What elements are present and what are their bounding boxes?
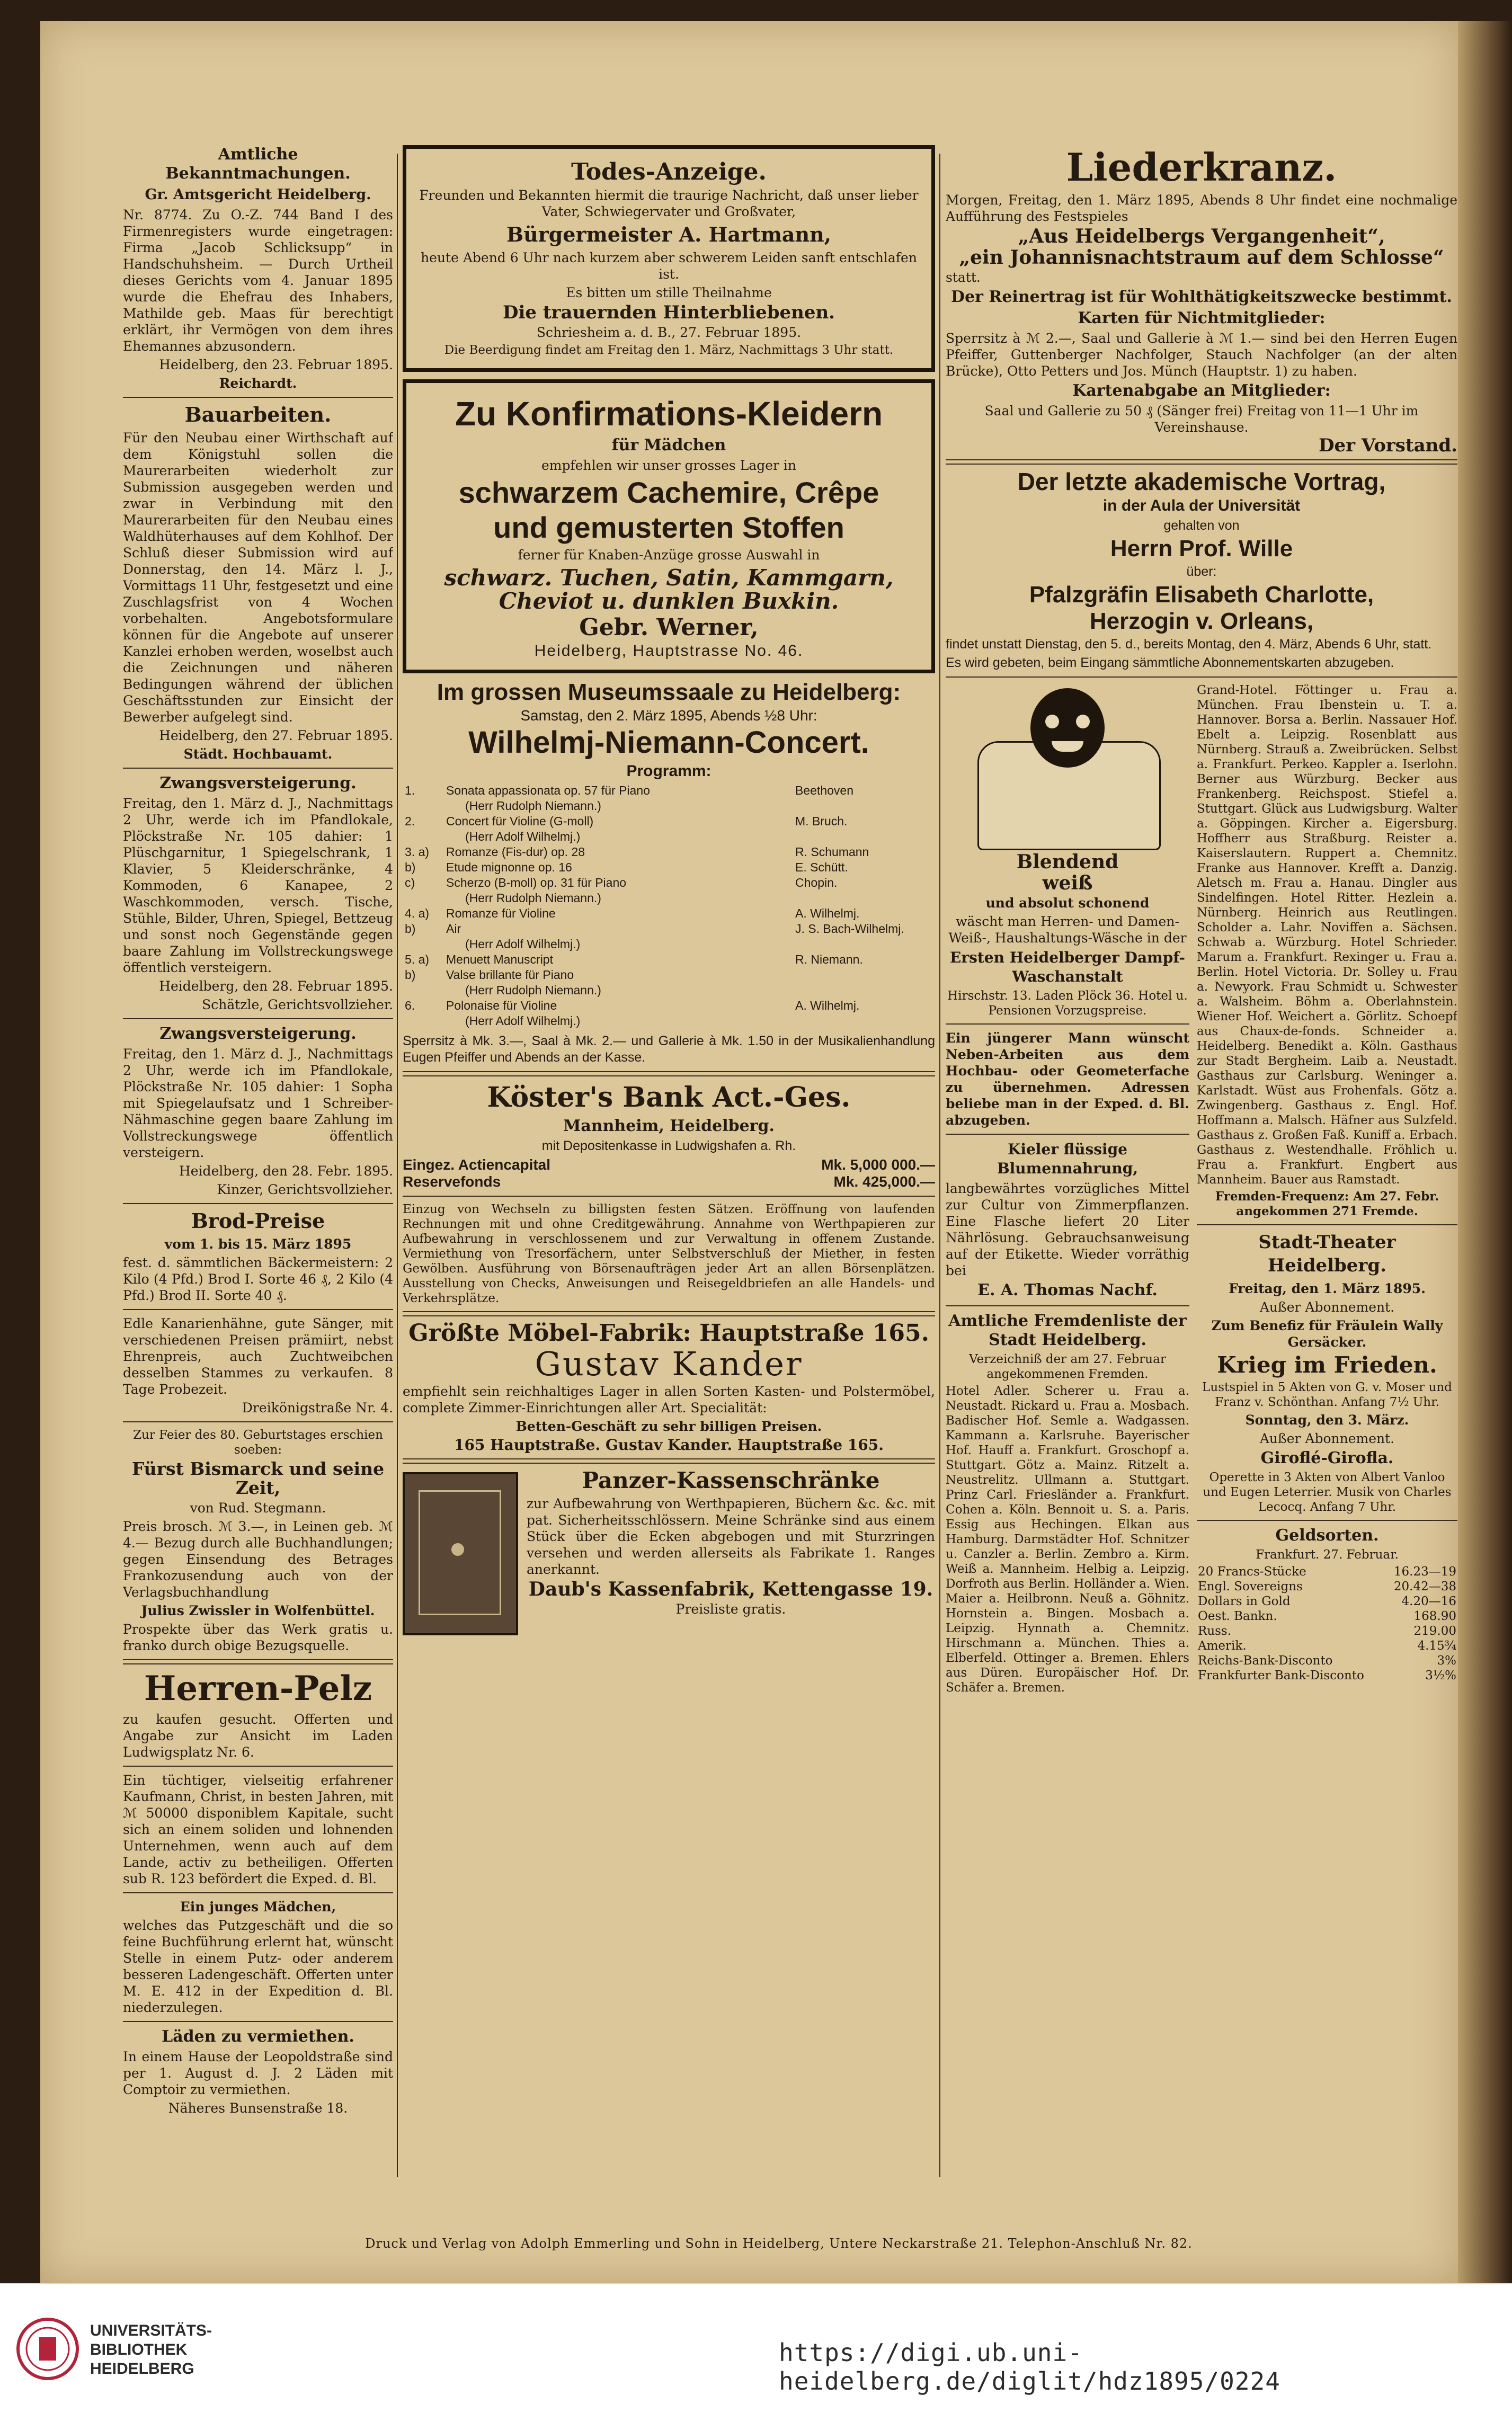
geld-value: 3½% [1425,1669,1456,1682]
program-comp: A. Wilhelmj. [795,906,860,920]
program-comp: M. Bruch. [795,814,848,828]
konf-fabric: schwarz. Tuchen, Satin, Kammgarn, Cheviot u. dunklen Buxkin. [444,565,894,614]
divider [946,1134,1189,1135]
fremden-left: Hotel Adler. Scherer u. Frau a. Neustadt. Rickard u. Frau a. Mosbach. Badischer Hof. Semle a. Wadgassen. Kammann a. Karlsruhe. Bayerischer Hof. Hauff a. Frankfurt. Groschopf a. Stuttgart. Götz a. Mainz. Ritzelt a. Neustrelitz. Ullmann a. Stuttgart. Prinz Carl. Friesländer a. Frankfurt. Cohen a. Köln. Bennoit u. S. a. Paris. Essig aus Hechingen. Elkan aus Hamburg. Darmstädter Hof. Schnitzer u. Canzler a. Berlin. Zembro a. Kirm. Weiß a. Mannheim. Helbig a. Leipzig. Dorfroth aus Berlin. Holländer a. Wien. Maier a. Heilbronn. Neuß a. Göhnitz. Hornstein a. Bingen. Mosbach a. Leipzig. Hynnath a. Chemnitz. Hirschmann a. München. Thies a. Elberfeld. Ottinger a. Bremen. Ehlers aus Düren. Europäischer Hof. Dr. Schäfer a. Bremen. [946,1384,1189,1695]
zw2-sig-date: Heidelberg, den 28. Febr. 1895. [179,1163,393,1179]
safe-icon [403,1472,518,1635]
imprint: Druck und Verlag von Adolph Emmerling und Sohn in Heidelberg, Untere Neckarstraße 21. Telephon-Anschluß Nr. 82. [365,2236,1193,2251]
geld-name: Amerik. [1198,1639,1247,1653]
program-no: 3. a) [405,845,430,859]
lower-right-area [946,683,1457,1697]
panzer-price: Preisliste gratis. [675,1601,786,1617]
program-piece: Romanze für Violine [446,906,556,920]
vortrag-place: in der Aula der Universität [1102,497,1301,514]
program-piece: Scherzo (B-moll) op. 31 für Piano [446,876,627,889]
wasch-addr: Hirschstr. 13. Laden Plöck 36. Hotel u. Pensionen Vorzugspreise. [947,989,1188,1018]
bau-sig-name: Städt. Hochbauamt. [183,746,333,762]
program-no [403,1013,444,1029]
bismarck-body: Preis brosch. ℳ 3.—, in Leinen geb. ℳ 4.— Bezug durch alle Buchhandlungen; gegen Einsendung des Betrages Frankozusendung auch von der Verlagsbuchhandlung [123,1519,393,1600]
theater-benefit: Zum Benefiz für Fräulein Wally Gersäcker. [1211,1318,1443,1350]
divider [123,1892,393,1893]
geld-name: Russ. [1198,1624,1232,1638]
geld-name: Reichs-Bank-Disconto [1198,1654,1333,1668]
moebel-body: empfiehlt sein reichhaltiges Lager in allen Sorten Kasten- und Polstermöbel, complete Zimmer-Einrichtungen aller Art. Specialität: [403,1384,935,1415]
kanarien-body: Edle Kanarienhähne, gute Sänger, mit verschiedenen Preisen prämiirt, nebst Ehrenpreis, auch Zuchtweibchen desselben Stammes zu verkaufen. 8 Tage Probezeit. [123,1316,393,1397]
divider [123,1018,393,1019]
liederkranz-play2: „ein Johannisnachtstraum auf dem Schlosse“ [959,246,1444,269]
kaufmann-body: Ein tüchtiger, vielseitig erfahrener Kaufmann, Christ, in besten Jahren, mit ℳ 50000 disponiblem Kapitale, sucht sich an einem soliden und lohnenden Unternehmen, wenn auch auf dem Lande, activ zu betheiligen. Offerten sub R. 123 befördert die Exped. d. Bl. [123,1773,393,1886]
program-piece: Romanze (Fis-dur) op. 28 [446,845,585,859]
bank-capital-value: Mk. 5,000 000.— [821,1156,935,1173]
geld-name: Dollars in Gold [1198,1595,1291,1608]
geld-row [1197,1594,1457,1609]
geld-name: Frankfurter Bank-Disconto [1198,1669,1364,1682]
divider [946,1305,1189,1306]
program-piece: (Herr Rudolph Niemann.) [465,983,601,997]
program-no: b) [405,968,416,982]
institution-name [90,2321,212,2379]
program-piece: (Herr Rudolph Niemann.) [465,891,601,905]
laundry-figure-icon [972,688,1163,847]
geld-value: 4.20—16 [1401,1595,1456,1608]
program-no [403,891,444,906]
zw1-title: Zwangsversteigerung. [159,774,357,793]
blumen-body: langbewährtes vorzügliches Mittel zur Cultur von Zimmerpflanzen. Eine Flasche liefert 20 Liter Nährlösung. Gebrauchsanweisung auf der Etikette. Wieder vorräthig bei [946,1181,1189,1278]
amtl-sig-name: Reichardt. [219,376,297,391]
todes-mourners: Die trauernden Hinterbliebenen. [502,302,835,323]
vortrag-by: gehalten von [1163,518,1240,533]
bank-body: Einzug von Wechseln zu billigsten festen Sätzen. Eröffnung von laufenden Rechnungen mit und ohne Creditgewährung. Annahme von Werthpapieren zur Aufbewahrung in verschlossenem und zur Verwaltung in offenem Zustande. Vermiethung von Tresorfächern, unter Selbstverschluß der Miether, in festen Gewölben. Ausführung von Börsenaufträgen jeder Art an allen Börsenplätzen. Ausstellung von Checks, Anweisungen und Reisegeldbriefen an alle Handels- und Verkehrsplätze. [403,1203,935,1305]
fremden-sub: Verzeichniß der am 27. Februar angekommenen Fremden. [969,1352,1166,1381]
column-rule-2 [939,154,940,2177]
wasch-firm: Ersten Heidelberger Dampf-Waschanstalt [950,949,1185,985]
fremden-count: Fremden-Frequenz: Am 27. Febr. angekommen 271 Fremde. [1215,1189,1439,1218]
program-piece: Polonaise für Violine [446,999,557,1012]
program-comp [793,983,935,998]
program-piece: Concert für Violine (G-moll) [446,814,594,828]
blumen-firm: E. A. Thomas Nachf. [977,1281,1158,1299]
program-row [403,891,935,906]
university-seal-icon[interactable] [16,2317,79,2381]
bau-body: Für den Neubau einer Wirthschaft auf dem Königstuhl sollen die Maurerarbeiten wiederholt zur Submission ausgegeben werden und zwar in Verbindung mit den Maurerarbeiten für den Neubau eines Waldhüterhauses auf dem Kohlhof. Der Schluß dieser Submission wird auf Donnerstag, den 14. März l. J., Vormittags 11 Uhr, festgesetzt und eine Zuschlagsfrist von 4 Wochen vorbehalten. Angebotsformulare können für die Angebote auf unserer Kanzlei erhoben werden, woselbst auch die Zeichnungen und näheren Bedingungen während der üblichen Geschäftsstunden zur Einsicht der Bewerber aufgelegt sind. [123,430,393,725]
divider [123,2021,393,2022]
divider [1197,1224,1457,1225]
liederkranz-play1: „Aus Heidelbergs Vergangenheit“, [1018,225,1385,247]
laundry-face-shape [1030,688,1105,768]
bau-title: Bauarbeiten. [184,403,332,426]
program-row [403,783,935,798]
page-edge [1458,21,1512,2283]
liederkranz-statt: statt. [946,270,981,285]
program-piece: (Herr Adolf Wilhelmj.) [465,937,581,951]
konf-intro: empfehlen wir unser grosses Lager in [541,458,797,473]
amtl-sig-date: Heidelberg, den 23. Februar 1895. [159,357,393,372]
liederkranz-nonmem-body: Sperrsitz à ℳ 2.—, Saal und Gallerie à ℳ 1.— sind bei den Herren Eugen Pfeiffer, Guttenberger Nachfolger, Stauch Nachfolger (an der alten Brücke), Otto Petters und Jos. Münch (Hauptstr. 1) zu haben. [946,331,1457,379]
konf-for: für Mädchen [611,436,726,455]
divider [946,676,1457,678]
program-piece: Air [446,922,461,936]
konf-boys: ferner für Knaben-Anzüge grosse Auswahl in [518,547,820,563]
laden-body: In einem Hause der Leopoldstraße sind per 1. August d. J. 2 Läden mit Comptoir zu vermiethen. [123,2049,393,2097]
program-row [403,983,935,998]
program-piece: (Herr Adolf Wilhelmj.) [465,1014,581,1028]
program-piece: Valse brillante für Piano [446,968,574,982]
theater-date: Freitag, den 1. März 1895. [1229,1281,1426,1296]
geld-row [1197,1609,1457,1624]
divider [946,459,1457,465]
concert-venue: Im grossen Museumssaale zu Heidelberg: [437,679,901,705]
geld-row [1197,1639,1457,1653]
todes-place: Schriesheim a. d. B., 27. Februar 1895. [536,325,802,340]
vortrag-date: findet unstatt Dienstag, den 5. d., bereits Montag, den 4. März, Abends 6 Uhr, statt. [946,637,1432,652]
theater-abo: Außer Abonnement. [1259,1299,1395,1315]
concert-program-label: Programm: [626,762,711,780]
theater-abo2: Außer Abonnement. [1259,1431,1395,1446]
divider [123,1421,393,1422]
geld-value: 16.23—19 [1393,1565,1456,1579]
todes-anzeige [403,145,935,372]
program-row [403,844,935,860]
konf-title: Zu Konfirmations-Kleidern [455,395,883,433]
divider [1197,1520,1457,1521]
kanarien-addr: Dreikönigstraße Nr. 4. [242,1400,393,1415]
program-row [403,1013,935,1029]
moebel-title: Größte Möbel-Fabrik: Hauptstraße 165. [408,1320,929,1347]
program-row [403,906,935,921]
concert-tickets: Sperrsitz à Mk. 3.—, Saal à Mk. 2.— und Gallerie à Mk. 1.50 in der Musikalienhandlung Eugen Pfeiffer und Abends an der Kasse. [403,1034,935,1065]
geld-table [1197,1564,1457,1683]
geld-row [1197,1624,1457,1639]
liederkranz-title: Liederkranz. [1066,145,1337,190]
liederkranz-charity: Der Reinertrag ist für Wohlthätigkeitszwecke bestimmt. [951,288,1452,306]
todes-body2: heute Abend 6 Uhr nach kurzem aber schwerem Leiden sanft entschlafen ist. [421,250,917,282]
bismarck-publisher: Julius Zwissler in Wolfenbüttel. [141,1603,375,1618]
program-row [403,829,935,844]
program-row [403,814,935,829]
program-no [403,829,444,844]
liederkranz-body: Morgen, Freitag, den 1. März 1895, Abends 8 Uhr findet eine nochmalige Aufführung des Festspieles [946,192,1457,224]
todes-burial: Die Beerdigung findet am Freitag den 1. März, Nachmittags 3 Uhr statt. [444,343,894,357]
konfirmation-ad [403,379,935,673]
program-comp: A. Wilhelmj. [795,999,860,1012]
pelz-title: Herren-Pelz [144,1669,372,1708]
brod-sub: vom 1. bis 15. März 1895 [164,1236,352,1252]
program-comp: R. Schumann [795,845,869,859]
program-row [403,875,935,891]
program-no [403,937,444,952]
laden-title: Läden zu vermiethen. [162,2027,354,2046]
bank-reserve-row [403,1173,935,1190]
program-no: 1. [405,783,415,797]
geld-date: Frankfurt. 27. Februar. [1256,1548,1399,1562]
wasch-blend: Blendend [1016,851,1119,873]
fremden-title: Amtliche Fremdenliste der Stadt Heidelberg. [948,1312,1187,1349]
program-row [403,798,935,814]
liederkranz-mem-body: Saal und Gallerie zu 50 ₰ (Sänger frei) Freitag von 11—1 Uhr im Vereinshause. [984,403,1419,435]
liederkranz-mem: Kartenabgabe an Mitglieder: [1072,381,1331,400]
program-comp [793,1013,935,1029]
geld-row [1197,1653,1457,1668]
zw1-sig-name: Schätzle, Gerichtsvollzieher. [202,997,393,1012]
program-piece: Menuett Manuscript [446,952,553,966]
wasch-body: wäscht man Herren- und Damen-Weiß-, Haushaltungs-Wäsche in der [948,914,1187,946]
vortrag-about: über: [1186,564,1217,579]
concert-title: Wilhelmj-Niemann-Concert. [468,725,869,760]
zw2-body: Freitag, den 1. März d. J., Nachmittags 2 Uhr, werde ich im Pfandlokale, Plöckstraße Nr. 105 dahier: 1 Sopha mit Spiegelaufsatz und 1 Schreiber-Nähmaschine gegen baare Zahlung im Vollstreckungswege öffentlich versteigern. [123,1046,393,1160]
maedchen-title: Ein junges Mädchen, [180,1899,336,1915]
program-comp [793,891,935,906]
program-comp: E. Schütt. [795,860,848,874]
brod-body: fest. d. sämmtlichen Bäckermeistern: 2 Kilo (4 Pfd.) Brod I. Sorte 46 ₰, 2 Kilo (4 Pfd.) Brod II. Sorte 40 ₰. [123,1255,393,1303]
theater-play2-body: Operette in 3 Akten von Albert Vanloo und Eugen Leterrier. Musik von Charles Lecocq. Anfang 7 Uhr. [1203,1471,1452,1514]
wasch-weiss: weiß [1042,872,1093,894]
divider [123,1203,393,1204]
brod-title: Brod-Preise [191,1209,325,1233]
todes-title: Todes-Anzeige. [571,158,767,185]
concert-date: Samstag, den 2. März 1895, Abends ½8 Uhr: [520,707,817,724]
column-left [123,143,393,2209]
theater-date2: Sonntag, den 3. März. [1245,1412,1409,1428]
zw1-body: Freitag, den 1. März d. J., Nachmittags 2 Uhr, werde ich im Pfandlokale, Plöckstraße Nr. 105 dahier: 1 Plüschgarnitur, 1 Spiegelschrank, 1 Klavier, 5 Kleiderschränke, 4 Kommoden, 6 Kanapee, 2 Waschkommoden, versch. Tische, Stühle, Bilder, Uhren, Spiegel, Bettzeug und sonst noch Gegenstände gegen baare Zahlung im Vollstreckungswege öffentlich versteigern. [123,796,393,975]
permalink-url[interactable]: https://digi.ub.uni-heidelberg.de/diglit/hdz1895/0224 [779,2338,1280,2396]
panzer-title: Panzer-Kassenschränke [582,1467,880,1493]
vortrag-topic1: Pfalzgräfin Elisabeth Charlotte, [1029,582,1374,608]
vortrag-title: Der letzte akademische Vortrag, [1017,468,1386,495]
moebel-name: Gustav Kander [535,1344,803,1383]
zw2-title: Zwangsversteigerung. [159,1025,357,1043]
fremden-right: Grand-Hotel. Föttinger u. Frau a. München. Frau Ibenstein u. T. a. Hannover. Borsa a. Berlin. Nassauer Hof. Ebelt a. Leipzig. Rosenblatt aus Nürnberg. Strauß a. Zweibrücken. Selbst a. Frankfurt. Perkeo. Kappler a. Iserlohn. Berner aus Würzburg. Becker aus Frankenberg. Reichspost. Stiefel a. Stuttgart. Glück aus Ludwigsburg. Walter a. Göppingen. Kircher a. Eigersburg. Hoffherr aus Straßburg. Reister a. Kaiserslautern. Ruppert a. Chemnitz. Franke aus Hannover. Krefft a. Danzig. Aletsch m. Frau a. Hanau. Dingler aus Sindelfingen. Hotel Ritter. Hezlein a. Nürnberg. Heinrich aus Reutlingen. Scholder a. Lahr. Noviffen a. Sächsen. Schwab a. Würzburg. Hotel Schrieder. Marum a. Frankfurt. Rexinger u. Frau a. Berlin. Hotel Victoria. Dr. Solley u. Frau a. Newyork. Frau Schmidt u. Schwester a. Walsheim. Böhm a. Oberlahnstein. Wiener Hof. Weichert a. Görlitz. Schoepf aus Chaux-de-fonds. Schneider a. Heidelberg. Benedikt a. Köln. Gasthaus zur Stadt Bergheim. Laib a. Neustadt. Gasthaus zur Carlsburg. Weninger a. Karlstadt. Wüst aus Frohenfals. Götz a. Zwingenberg. Gasthaus z. Engl. Hof. Hoffmann a. Malsch. Häfner aus Sulzfeld. Gasthaus z. Großen Faß. Kuniff a. Erbach. Gasthaus z. Westendhalle. Fröhlich u. Frau a. Frankfurt. Engbert aus Mannheim. Bauer aus Ramstadt. [1197,683,1457,1187]
program-piece: Sonata appassionata op. 57 für Piano [446,783,650,797]
amtl-body: Nr. 8774. Zu O.-Z. 744 Band I des Firmenregisters wurde eingetragen: Firma „Jacob Schlicksupp“ in Handschuhsheim. — Durch Urtheil dieses Gerichts vom 4. Januar 1895 wurde die Ehefrau des Inhabers, Mathilde geb. Maas für berechtigt erklärt, ihr Vermögen von dem ihres Ehemannes abzusondern. [123,207,393,354]
program-row [403,937,935,952]
pelz-body: zu kaufen gesucht. Offerten und Angabe zur Ansicht im Laden Ludwigsplatz Nr. 6. [123,1712,393,1760]
vortrag-note: Es wird gebeten, beim Eingang sämmtliche Abonnementskarten abzugeben. [946,655,1394,670]
todes-name: Bürgermeister A. Hartmann, [506,222,832,246]
vortrag-prof: Herrn Prof. Wille [1110,536,1293,562]
program-comp [793,967,935,983]
program-no [403,983,444,998]
todes-body: Freunden und Bekannten hiermit die traurige Nachricht, daß unser lieber Vater, Schwiegervater und Großvater, [419,188,919,219]
konf-line2: und gemusterten Stoffen [493,511,844,544]
program-no: 4. a) [405,906,430,920]
laden-addr: Näheres Bunsenstraße 18. [168,2100,348,2116]
divider [403,1311,935,1316]
column-right [946,143,1457,2209]
program-comp: J. S. Bach-Wilhelmj. [795,922,904,936]
bank-reserve-value: Mk. 425,000.— [833,1173,935,1190]
program-piece: (Herr Adolf Wilhelmj.) [465,830,581,843]
program-row [403,860,935,875]
geld-value: 20.42—38 [1393,1580,1456,1593]
institution-line3: HEIDELBERG [90,2360,194,2378]
geld-row [1197,1579,1457,1594]
geld-title: Geldsorten. [1275,1526,1379,1545]
konf-firm: Gebr. Werner, [579,614,759,641]
program-no: 6. [405,999,415,1012]
program-row [403,952,935,967]
theater-play2: Giroflé-Girofla. [1260,1449,1394,1467]
divider [946,1023,1189,1025]
program-no: 5. a) [405,952,430,966]
column-rule-1 [397,154,398,2177]
konf-line1: schwarzem Cachemire, Crêpe [458,476,879,509]
institution-line1: UNIVERSITÄTS- [90,2322,212,2339]
maedchen-body: welches das Putzgeschäft und die so feine Buchführung erlernt hat, wünscht Stelle in einem Putz- oder anderem besseren Ladengeschäft. Offerten unter M. E. 412 in der Expedition d. Bl. niederzulegen. [123,1918,393,2015]
panzer-firm: Daub's Kassenfabrik, Kettengasse 19. [528,1578,933,1600]
program-no: 2. [405,814,415,828]
liederkranz-nonmem: Karten für Nichtmitglieder: [1078,309,1326,327]
wasch-schon: und absolut schonend [985,895,1150,911]
theater-play: Krieg im Frieden. [1217,1352,1437,1378]
vortrag-topic2: Herzogin v. Orleans, [1089,608,1314,634]
program-no [403,798,444,814]
column-middle [403,143,935,2209]
program-piece: (Herr Rudolph Niemann.) [465,799,601,813]
panzer-body: zur Aufbewahrung von Werthpapieren, Büchern &c. &c. mit pat. Sicherheitsschlössern. Meine Schränke sind aus einem Stück über die Ecken abgebogen und mit Sturzringen versehen und werden allerseits als Fabrikate 1. Ranges anerkannt. [527,1496,935,1577]
divider [403,1196,935,1197]
zw1-sig-date: Heidelberg, den 28. Februar 1895. [159,978,393,994]
bismarck-title: Fürst Bismarck und seine Zeit, [131,1458,385,1498]
bismarck-tail: Prospekte über das Werk gratis u. franko durch obige Bezugsquelle. [123,1622,393,1653]
program-piece: Etude mignonne op. 16 [446,860,572,874]
program-no: b) [405,922,416,936]
divider [123,1659,393,1664]
blumen-title: Kieler flüssige Blumennahrung, [997,1141,1139,1177]
divider [123,1309,393,1310]
program-comp: Beethoven [795,783,853,797]
right-subcolumn-a [946,683,1189,1697]
bank-title: Köster's Bank Act.-Ges. [487,1081,851,1114]
program-no: b) [405,860,416,874]
bank-branch: mit Depositenkasse in Ludwigshafen a. Rh. [541,1138,796,1153]
konf-addr: Heidelberg, Hauptstrasse No. 46. [534,642,804,660]
program-row [403,921,935,937]
geld-name: 20 Francs-Stücke [1198,1565,1306,1579]
bismarck-intro: Zur Feier des 80. Geburtstages erschien soeben: [133,1428,383,1457]
amtl-court: Gr. Amtsgericht Heidelberg. [145,186,371,203]
divider [403,1458,935,1464]
geld-row [1197,1564,1457,1579]
zw2-sig-name: Kinzer, Gerichtsvollzieher. [217,1182,393,1197]
program-row [403,967,935,983]
concert-program [403,783,935,1029]
mann-body: Ein jüngerer Mann wünscht Neben-Arbeiten aus dem Hochbau- oder Geometerfache zu übernehmen. Adressen beliebe man in der Exped. d. Bl. abzugeben. [946,1030,1189,1128]
program-comp [793,798,935,814]
geld-row [1197,1668,1457,1683]
divider [123,1766,393,1767]
theater-title: Stadt-Theater Heidelberg. [1258,1232,1396,1276]
program-comp [793,937,935,952]
program-comp: R. Niemann. [795,952,863,966]
institution-line2: BIBLIOTHEK [90,2341,188,2358]
geld-value: 219.00 [1413,1624,1456,1638]
divider [123,397,393,398]
geld-name: Engl. Sovereigns [1198,1580,1303,1593]
bank-reserve-label: Reservefonds [403,1173,501,1190]
divider [403,1071,935,1076]
divider [123,768,393,769]
amtl-title: Amtliche Bekanntmachungen. [165,145,351,183]
liederkranz-sig: Der Vorstand. [1319,435,1457,456]
todes-body3: Es bitten um stille Theilnahme [566,285,772,300]
program-comp [793,829,935,844]
bank-capital-row [403,1156,935,1173]
geld-value: 3% [1437,1654,1456,1668]
bank-capital-label: Eingez. Actiencapital [403,1156,551,1173]
geld-value: 168.90 [1413,1609,1456,1623]
moebel-foot: 165 Hauptstraße. Gustav Kander. Hauptstraße 165. [454,1436,884,1454]
geld-name: Oest. Bankn. [1198,1609,1277,1623]
bismarck-author: von Rud. Stegmann. [190,1500,326,1516]
program-no: c) [405,876,415,889]
bank-city: Mannheim, Heidelberg. [563,1117,775,1135]
bau-sig-date: Heidelberg, den 27. Februar 1895. [159,728,393,743]
geld-value: 4.15¾ [1417,1639,1456,1653]
program-row [403,998,935,1013]
moebel-spec: Betten-Geschäft zu sehr billigen Preisen. [515,1419,822,1434]
program-comp: Chopin. [795,876,838,889]
viewer-footer [0,2283,1512,2413]
theater-play-body: Lustspiel in 5 Akten von G. v. Moser und Franz v. Schönthan. Anfang 7½ Uhr. [1202,1381,1452,1409]
right-subcolumn-b [1197,683,1457,1697]
